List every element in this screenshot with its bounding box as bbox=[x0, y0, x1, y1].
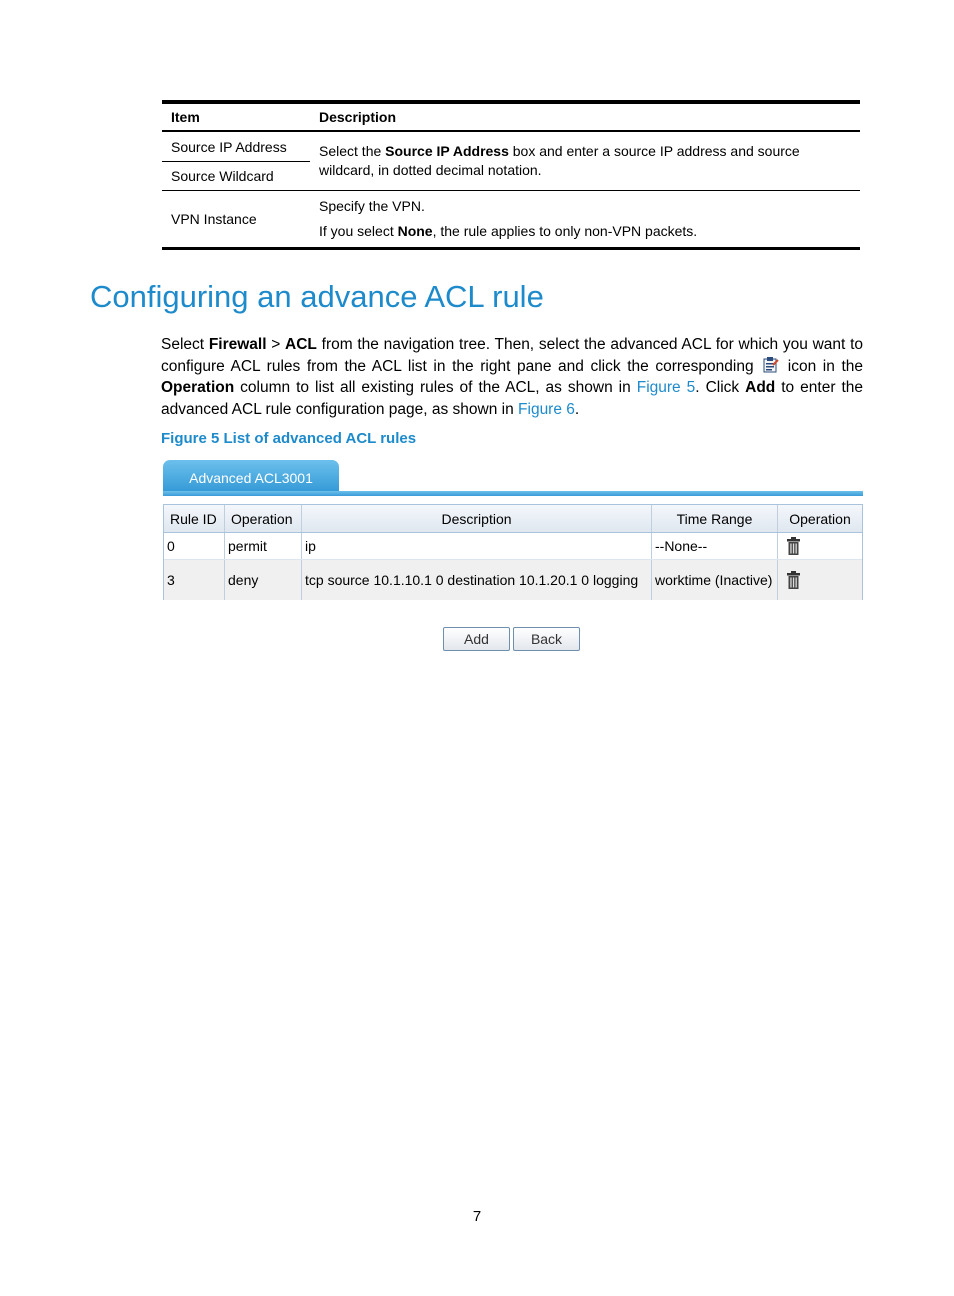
figure-5-link[interactable]: Figure 5 bbox=[636, 379, 696, 396]
header-description: Description bbox=[319, 109, 397, 125]
table-header bbox=[162, 104, 860, 132]
col-rule-id: Rule ID bbox=[164, 505, 225, 532]
rule-description: ip bbox=[302, 533, 652, 559]
acl-rules-table bbox=[163, 504, 863, 600]
vpn-description: Specify the VPN. If you select None, the rule applies to only non-VPN packets. bbox=[319, 198, 698, 239]
back-button[interactable]: Back bbox=[513, 627, 580, 651]
figure-caption: Figure 5 List of advanced ACL rules bbox=[161, 430, 417, 447]
item-vpn-instance: VPN Instance bbox=[171, 210, 257, 227]
rule-list-icon bbox=[762, 356, 779, 373]
rule-time-range: worktime (Inactive) bbox=[652, 560, 778, 600]
rule-operation: deny bbox=[225, 560, 302, 600]
col-actions: Operation bbox=[789, 510, 851, 527]
item-source-ip: Source IP Address bbox=[171, 138, 287, 155]
tab-underline bbox=[163, 491, 863, 496]
col-operation: Operation bbox=[225, 505, 302, 532]
rule-id: 0 bbox=[164, 533, 225, 559]
col-time-range: Time Range bbox=[652, 505, 778, 532]
button-bar bbox=[443, 627, 580, 651]
parameter-table bbox=[162, 100, 860, 250]
rule-time-range: --None-- bbox=[652, 533, 778, 559]
section-title: Configuring an advance ACL rule bbox=[90, 279, 544, 314]
trash-icon[interactable] bbox=[787, 537, 800, 555]
table-row bbox=[164, 533, 862, 560]
figure-6-link[interactable]: Figure 6 bbox=[518, 400, 575, 418]
rule-id: 3 bbox=[164, 560, 225, 600]
body-paragraph: Select Firewall > ACL from the navigation tree. Then, select the advanced ACL for which you want to configure ACL rules from the ACL list in the right pane and click the corresponding icon in the Operation column to list all existing rules of the ACL, as shown in Figure 5. Click Add to enter the advanced ACL rule configuration page, as shown in Figure 6. bbox=[161, 336, 864, 418]
rule-description: tcp source 10.1.10.1 0 destination 10.1.20.1 0 logging bbox=[302, 560, 652, 600]
header-item: Item bbox=[171, 109, 200, 125]
trash-icon[interactable] bbox=[787, 571, 800, 589]
tab-advanced-acl[interactable]: Advanced ACL3001 bbox=[163, 460, 339, 495]
source-description: Select the Source IP Address box and enter a source IP address and source wildcard, in dotted decimal notation. bbox=[319, 143, 800, 178]
rule-operation: permit bbox=[225, 533, 302, 559]
table-row-vpn bbox=[162, 191, 860, 247]
table-row-source bbox=[162, 132, 860, 191]
item-source-wildcard: Source Wildcard bbox=[162, 161, 310, 190]
table-header-row bbox=[164, 505, 862, 533]
add-button[interactable]: Add bbox=[443, 627, 510, 651]
page-number: 7 bbox=[472, 1208, 482, 1225]
col-description: Description bbox=[302, 505, 652, 532]
table-row bbox=[164, 560, 862, 600]
